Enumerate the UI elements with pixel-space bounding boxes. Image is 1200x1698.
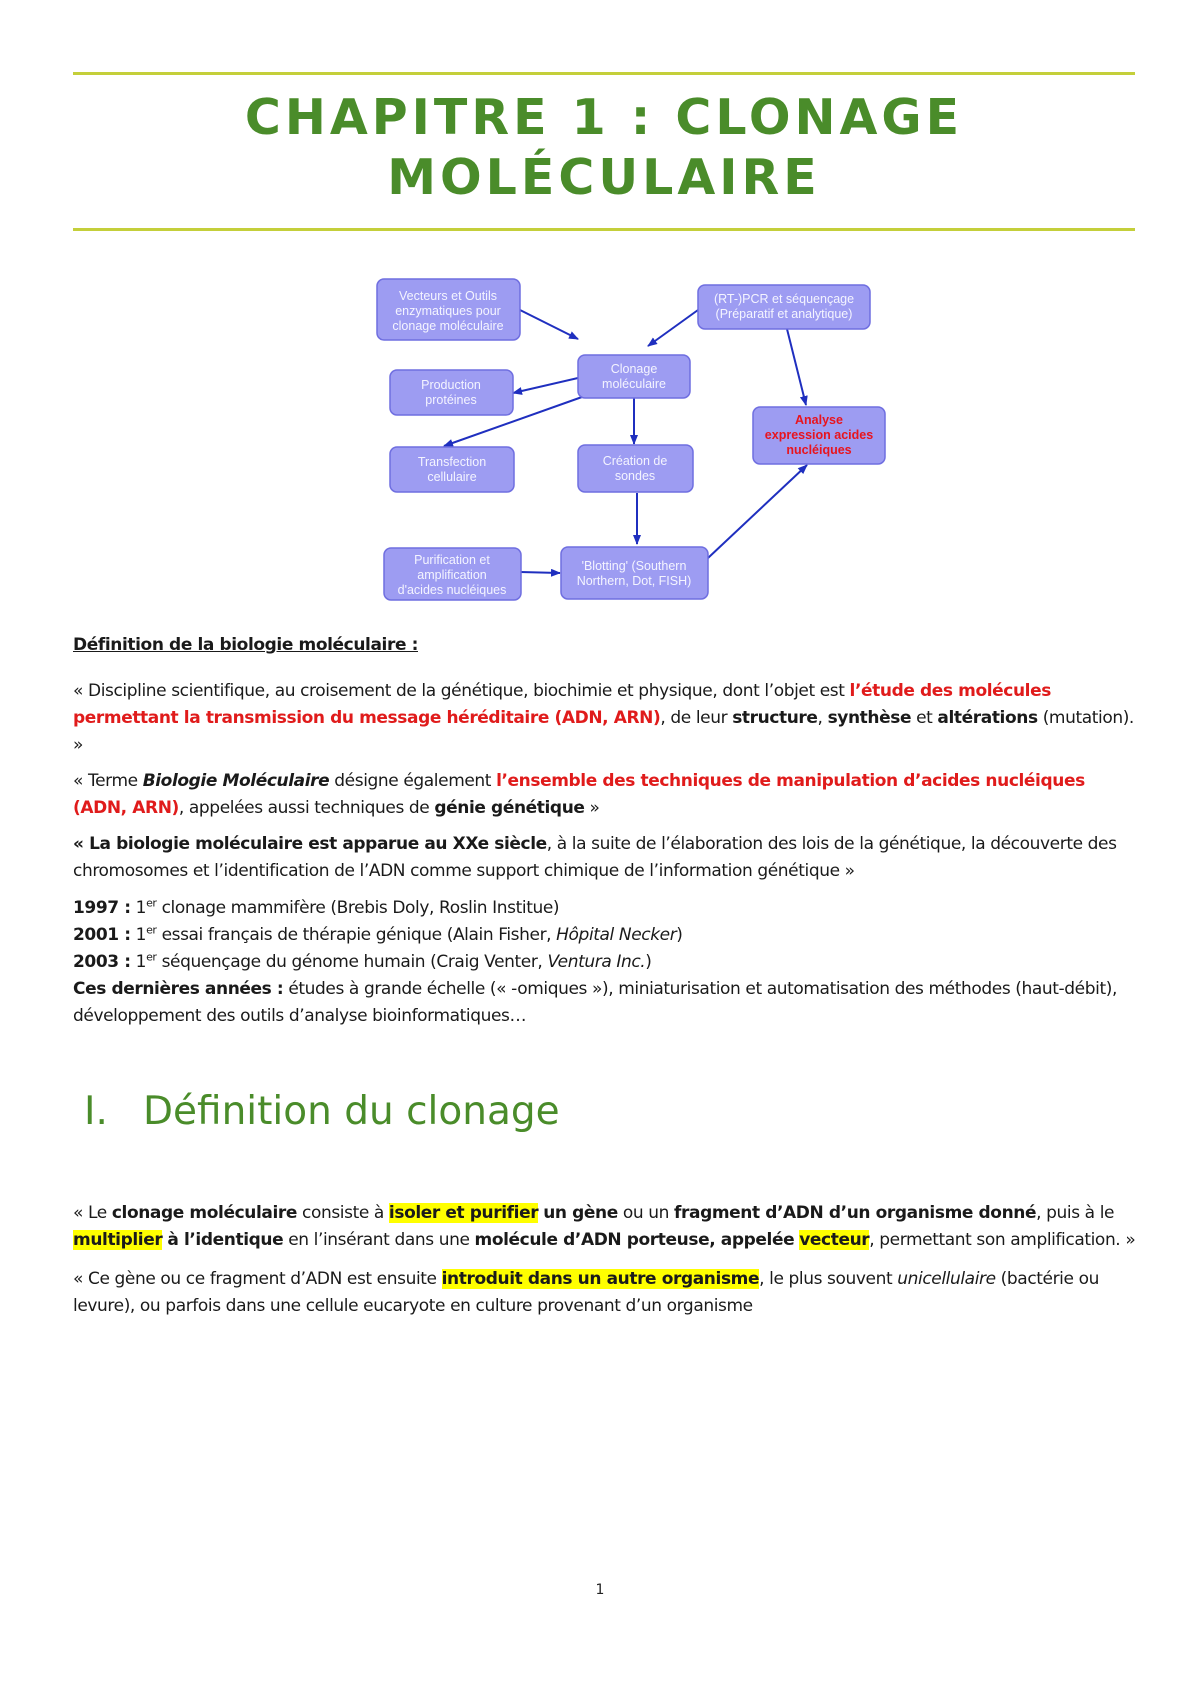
text-run: en l’insérant dans une	[283, 1230, 475, 1250]
node-transfection-line-2: cellulaire	[427, 470, 477, 484]
clonage-paragraph-1	[73, 1200, 1139, 1254]
timeline-item	[73, 949, 1139, 976]
node-analyse-line-2: expression acides	[764, 428, 874, 442]
node-production-line-1: Production	[421, 378, 481, 392]
clonage-section	[73, 1200, 1139, 1332]
section-heading	[84, 1087, 560, 1137]
bold-italic-text: Biologie Moléculaire	[142, 771, 330, 791]
text-run: et	[911, 708, 938, 728]
text-run: « Ce gène ou ce fragment d’ADN est ensuite	[73, 1269, 442, 1289]
node-blotting	[561, 547, 708, 599]
node-rtpcr-line-1: (RT-)PCR et séquençage	[713, 292, 855, 306]
edge-blotting-analyse	[708, 465, 807, 558]
definition-paragraph-3	[73, 831, 1139, 885]
bold-text: « La biologie moléculaire est apparue au XXe siècle	[73, 834, 547, 854]
node-clonage-line-2: moléculaire	[602, 377, 666, 391]
node-creation	[578, 445, 693, 492]
highlight-red-text: l’étude des molécules permettant la transmission du message héréditaire (ADN, ARN)	[73, 681, 1051, 728]
edge-rtpcr-clonage	[648, 310, 698, 346]
definition-paragraph-2	[73, 768, 1139, 822]
highlighted-text: multiplier	[73, 1230, 163, 1250]
edge-purification-blotting	[520, 572, 560, 573]
italic-text: Ventura Inc.	[547, 952, 646, 972]
bold-text: synthèse	[827, 708, 912, 728]
text-run: , appelées aussi techniques de	[178, 798, 435, 818]
text-run: 1	[130, 898, 147, 918]
node-vecteurs-line-3: clonage moléculaire	[392, 319, 504, 333]
node-purification-line-2: amplification	[417, 568, 487, 582]
node-clonage	[578, 355, 690, 398]
definition-heading: Définition de la biologie moléculaire :	[73, 635, 418, 655]
text-run: (bactérie ou levure), ou parfois dans une cellule eucaryote en culture provenant d’un organisme	[73, 1269, 1099, 1316]
node-analyse	[753, 407, 885, 464]
text-run: )	[645, 952, 652, 972]
text-run: »	[584, 798, 600, 818]
node-vecteurs-line-2: enzymatiques pour	[395, 304, 501, 318]
page-title	[73, 88, 1135, 208]
page-number: 1	[595, 1582, 605, 1598]
node-vecteurs	[377, 279, 520, 340]
node-production-line-2: protéines	[425, 393, 477, 407]
node-blotting-line-1: 'Blotting' (Southern	[581, 559, 687, 573]
title-line-2: MOLÉCULAIRE	[387, 149, 821, 206]
text-run: , puis à le	[1036, 1203, 1115, 1223]
text-run: , le plus souvent	[759, 1269, 898, 1289]
bold-text: génie génétique	[434, 798, 585, 818]
text-run: , à la suite de l’élaboration des lois de la génétique, la découverte des chromosomes et l’identification de l’ADN comme support chimique de l’information génétique »	[73, 834, 1117, 881]
node-creation-line-2: sondes	[614, 469, 656, 483]
highlighted-text: isoler et purifier	[388, 1203, 539, 1223]
text-run: consiste à	[297, 1203, 389, 1223]
node-purification-line-3: d'acides nucléiques	[397, 583, 507, 597]
edge-clonage-production	[513, 378, 578, 393]
highlight-red-text: l’ensemble des techniques de manipulation d’acides nucléiques (ADN, ARN)	[73, 771, 1085, 818]
node-production	[390, 370, 513, 415]
top-rule	[73, 72, 1135, 75]
node-purification	[384, 548, 521, 600]
text-run: 1	[130, 925, 147, 945]
clonage-paragraph-2	[73, 1266, 1139, 1320]
text-run: « Discipline scientifique, au croisement de la génétique, biochimie et physique, dont l’objet est	[73, 681, 850, 701]
bold-text: à l’identique	[167, 1230, 284, 1250]
section-number: I.	[84, 1089, 108, 1134]
definition-paragraph-1	[73, 678, 1139, 759]
text-run: ,	[817, 708, 828, 728]
superscript: er	[146, 923, 157, 937]
timeline-year: 2003 :	[73, 952, 131, 972]
edge-rtpcr-analyse	[787, 329, 806, 405]
text-run: « Le	[73, 1203, 112, 1223]
node-analyse-line-1: Analyse	[795, 413, 843, 427]
timeline-year: 2001 :	[73, 925, 131, 945]
bold-text: un gène	[543, 1203, 618, 1223]
text-run: « Terme	[73, 771, 143, 791]
definition-section	[73, 632, 1139, 1030]
text-run: ou un	[617, 1203, 675, 1223]
timeline-item	[73, 922, 1139, 949]
node-transfection	[390, 447, 514, 492]
text-run: , de leur	[660, 708, 733, 728]
bold-text: fragment d’ADN d’un organisme donné	[674, 1203, 1037, 1223]
text-run: , permettant son amplification. »	[869, 1230, 1136, 1250]
node-purification-line-1: Purification et	[414, 553, 490, 567]
superscript: er	[146, 950, 157, 964]
bold-text: molécule d’ADN porteuse, appelée	[474, 1230, 795, 1250]
superscript: er	[146, 896, 157, 910]
text-run: séquençage du génome humain (Craig Venter,	[156, 952, 548, 972]
text-run: clonage mammifère (Brebis Doly, Roslin Institue)	[156, 898, 560, 918]
clonage-diagram	[370, 268, 890, 610]
node-rtpcr-line-2: (Préparatif et analytique)	[715, 307, 853, 321]
section-title: Définition du clonage	[143, 1089, 560, 1134]
highlighted-text: introduit dans un autre organisme	[441, 1269, 760, 1289]
bold-text: clonage moléculaire	[111, 1203, 297, 1223]
edge-vecteurs-clonage	[520, 310, 578, 339]
node-transfection-line-1: Transfection	[417, 455, 487, 469]
timeline-item	[73, 895, 1139, 922]
node-analyse-line-3: nucléiques	[786, 443, 852, 457]
italic-text: Hôpital Necker	[556, 925, 677, 945]
highlighted-text: vecteur	[799, 1230, 870, 1250]
title-line-1: CHAPITRE 1 : CLONAGE	[244, 89, 964, 146]
node-rtpcr	[698, 285, 870, 329]
node-clonage-line-1: Clonage	[610, 362, 658, 376]
bold-text: Ces dernières années :	[73, 979, 284, 999]
diagram-svg	[370, 268, 890, 610]
timeline-year: 1997 :	[73, 898, 131, 918]
node-vecteurs-line-1: Vecteurs et Outils	[399, 289, 497, 303]
text-run: )	[676, 925, 683, 945]
title-bottom-rule	[73, 228, 1135, 231]
text-run: 1	[130, 952, 147, 972]
italic-text: unicellulaire	[897, 1269, 996, 1289]
timeline-recent	[73, 976, 1139, 1030]
text-run: (mutation). »	[73, 708, 1134, 755]
text-run: essai français de thérapie génique (Alain Fisher,	[156, 925, 557, 945]
timeline	[73, 895, 1139, 1030]
text-run: désigne également	[329, 771, 497, 791]
bold-text: altérations	[937, 708, 1038, 728]
bold-text: structure	[732, 708, 818, 728]
node-creation-line-1: Création de	[602, 454, 668, 468]
node-blotting-line-2: Northern, Dot, FISH)	[576, 574, 692, 588]
text-run: études à grande échelle (« -omiques »), miniaturisation et automatisation des méthodes (haut-débit), développement des outils d’analyse bioinformatiques…	[73, 979, 1117, 1026]
